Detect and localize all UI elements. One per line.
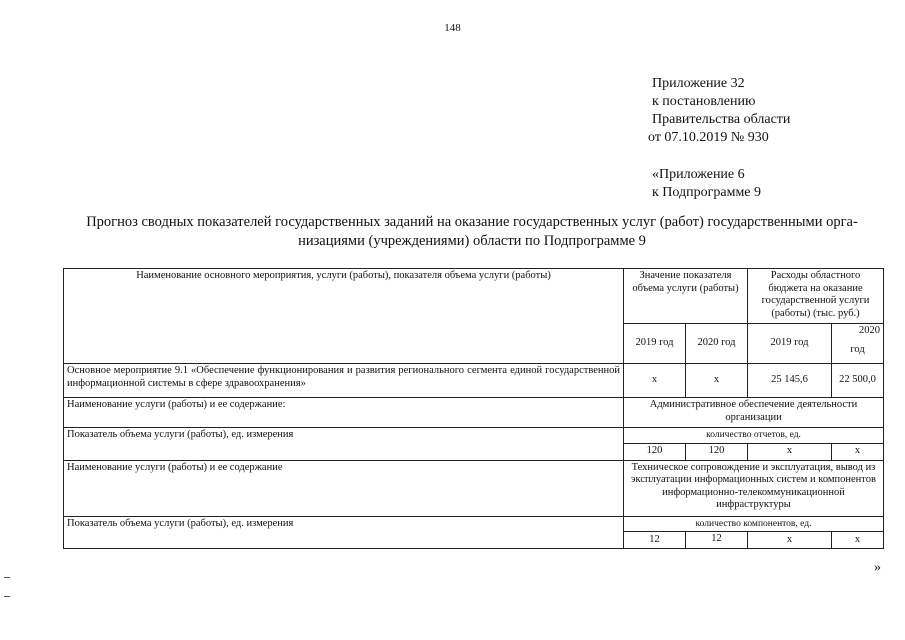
indicator-2-expense-2020: х [832, 532, 884, 549]
measure-expense-2020: 22 500,0 [832, 364, 884, 398]
table-row [64, 428, 884, 444]
appendix-32-line: от 07.10.2019 № 930 [648, 130, 769, 145]
indicator-1-unit: количество отчетов, ед. [624, 428, 884, 444]
measure-value-2019: х [624, 364, 686, 398]
header-year-2020-number: 2020 [859, 325, 880, 336]
measure-value-2020: х [686, 364, 748, 398]
header-year-2020-expenses [832, 324, 884, 364]
indicator-2-expense-2019: х [748, 532, 832, 549]
header-year-2019-indicator: 2019 год [624, 324, 686, 364]
service-2-label: Наименование услуги (работы) и ее содержание [64, 460, 624, 516]
indicator-2-value-2019: 12 [624, 532, 686, 549]
indicator-1-expense-2019: х [748, 443, 832, 460]
table-header-row [64, 269, 884, 324]
table-row [64, 460, 884, 516]
measure-name: Основное мероприятие 9.1 «Обеспечение функционирования и развития регионального сегмента единой государственной информационной системы в сфере здравоохранения» [64, 364, 624, 398]
indicator-2-value-2020: 12 [686, 532, 748, 549]
indicator-1-expense-2020: х [832, 443, 884, 460]
appendix-6-line: к Подпрограмме 9 [652, 185, 762, 200]
appendix-32-line: Приложение 32 [652, 76, 745, 91]
header-year-2020-indicator: 2020 год [686, 324, 748, 364]
table-row [64, 364, 884, 398]
service-1-content: Административное обеспечение деятельности организации [624, 398, 884, 428]
appendix-32-line: Правительства области [652, 112, 791, 127]
appendix-32-line: к постановлению [652, 94, 756, 109]
indicator-1-value-2019: 120 [624, 443, 686, 460]
service-2-content: Техническое сопровождение и эксплуатация, вывод из эксплуатации информационных систем и компонентов информационно-телекоммуникационной инфраструктуры [624, 460, 884, 516]
document-title-line-1: Прогноз сводных показателей государственных заданий на оказание государственных услуг (работ) государственными орга- [86, 214, 858, 230]
table-row [64, 398, 884, 428]
scan-edge-mark [4, 577, 10, 578]
header-indicator-value: Значение показателя объема услуги (работы) [624, 269, 748, 324]
indicator-2-unit: количество компонентов, ед. [624, 516, 884, 532]
page-number: 148 [444, 22, 461, 34]
measure-expense-2019: 25 145,6 [748, 364, 832, 398]
header-year-2019-expenses: 2019 год [748, 324, 832, 364]
header-budget-expenses: Расходы областного бюджета на оказание государственной услуги (работы) (тыс. руб.) [748, 269, 884, 324]
indicator-2-label: Показатель объема услуги (работы), ед. измерения [64, 516, 624, 549]
header-year-2020-word: год [850, 343, 865, 355]
indicator-1-value-2020: 120 [686, 443, 748, 460]
indicator-1-label: Показатель объема услуги (работы), ед. измерения [64, 428, 624, 461]
appendix-32-block [648, 75, 791, 147]
scan-edge-mark [4, 596, 10, 597]
document-title-line-2: низациями (учреждениями) области по Подпрограмме 9 [298, 233, 646, 249]
appendix-6-block [652, 166, 761, 202]
service-1-label: Наименование услуги (работы) и ее содержание: [64, 398, 624, 428]
document-title [62, 213, 882, 251]
appendix-6-line: «Приложение 6 [652, 167, 745, 182]
table-row [64, 516, 884, 532]
indicators-table [63, 268, 884, 549]
header-name: Наименование основного мероприятия, услуги (работы), показателя объема услуги (работы) [64, 269, 624, 364]
closing-quote: » [874, 560, 881, 575]
